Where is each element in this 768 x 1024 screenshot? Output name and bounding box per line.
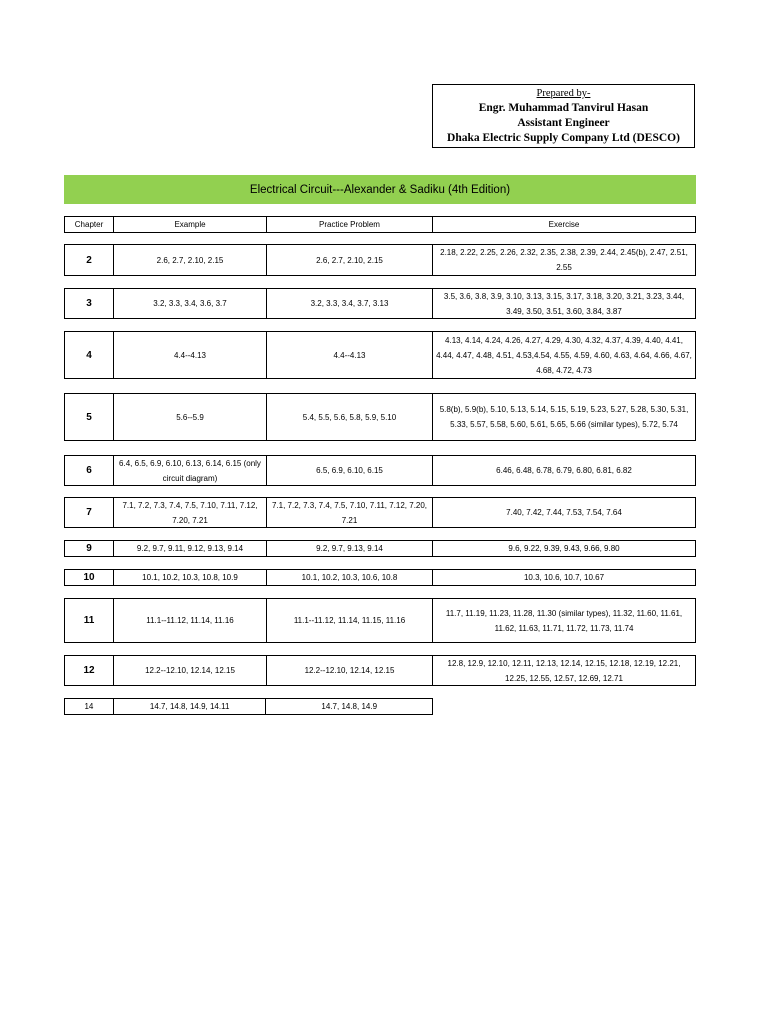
example-cell: 2.6, 2.7, 2.10, 2.15 [114,245,267,275]
exercise-cell: 10.3, 10.6, 10.7, 10.67 [523,573,605,582]
example-cell: 6.4, 6.5, 6.9, 6.10, 6.13, 6.14, 6.15 (only circuit diagram) [114,456,267,485]
exercise-cell: 3.5, 3.6, 3.8, 3.9, 3.10, 3.13, 3.15, 3.17, 3.18, 3.20, 3.21, 3.23, 3.44, 3.49, 3.50, 3.51, 3.60, 3.84, 3.87 [443,291,685,316]
table-row [64,288,696,319]
header-chapter: Chapter [65,217,114,232]
table-header [64,216,696,233]
example-cell: 12.2--12.10, 12.14, 12.15 [114,656,267,685]
table-row [64,540,696,557]
table-row [64,598,696,643]
prepared-by-label: Prepared by- [536,88,591,99]
practice-cell: 5.4, 5.5, 5.6, 5.8, 5.9, 5.10 [267,394,433,440]
exercise-cell: 9.6, 9.22, 9.39, 9.43, 9.66, 9.80 [508,544,620,553]
example-cell: 10.1, 10.2, 10.3, 10.8, 10.9 [114,570,267,585]
practice-cell: 9.2, 9.7, 9.13, 9.14 [267,541,433,556]
table-row [64,244,696,276]
table-row [64,497,696,528]
practice-cell: 3.2, 3.3, 3.4, 3.7, 3.13 [267,289,433,318]
table-row [64,698,433,715]
exercise-cell: 2.18, 2.22, 2.25, 2.26, 2.32, 2.35, 2.38, 2.39, 2.44, 2.45(b), 2.47, 2.51, 2.55 [440,248,688,272]
chapter-cell: 7 [65,498,114,527]
example-cell: 9.2, 9.7, 9.11, 9.12, 9.13, 9.14 [114,541,267,556]
chapter-cell: 12 [65,656,114,685]
exercise-cell: 5.8(b), 5.9(b), 5.10, 5.13, 5.14, 5.15, 5.19, 5.23, 5.27, 5.28, 5.30, 5.31, 5.33, 5.57, 5.58, 5.60, 5.61, 5.65, 5.66 (similar types), 5.72, 5.74 [439,405,689,429]
practice-cell: 4.4--4.13 [267,332,433,378]
chapter-cell: 10 [65,570,114,585]
chapter-cell: 3 [65,289,114,318]
example-cell: 3.2, 3.3, 3.4, 3.6, 3.7 [114,289,267,318]
author-role: Assistant Engineer [517,117,610,129]
practice-cell: 14.7, 14.8, 14.9 [321,702,378,711]
chapter-cell: 5 [65,394,114,440]
practice-cell: 7.1, 7.2, 7.3, 7.4, 7.5, 7.10, 7.11, 7.12, 7.20, 7.21 [267,498,433,527]
table-row [64,655,696,686]
example-cell: 5.6--5.9 [114,394,267,440]
prepared-by-box [432,84,695,148]
chapter-cell: 4 [65,332,114,378]
document-title: Electrical Circuit---Alexander & Sadiku (4th Edition) [64,175,696,204]
exercise-cell: 11.7, 11.19, 11.23, 11.28, 11.30 (similar types), 11.32, 11.60, 11.61, 11.62, 11.63, 11.71, 11.72, 11.73, 11.74 [445,608,683,633]
example-cell: 7.1, 7.2, 7.3, 7.4, 7.5, 7.10, 7.11, 7.12, 7.20, 7.21 [114,498,267,527]
table-row [64,331,696,379]
exercise-cell: 6.46, 6.48, 6.78, 6.79, 6.80, 6.81, 6.82 [496,466,632,475]
chapter-cell: 11 [65,599,114,642]
exercise-cell: 7.40, 7.42, 7.44, 7.53, 7.54, 7.64 [506,508,622,517]
header-practice: Practice Problem [267,217,433,232]
exercise-cell: 12.8, 12.9, 12.10, 12.11, 12.13, 12.14, 12.15, 12.18, 12.19, 12.21, 12.25, 12.55, 12.57, 12.69, 12.71 [447,658,681,683]
table-row [64,455,696,486]
author-name: Engr. Muhammad Tanvirul Hasan [478,102,649,114]
chapter-cell: 6 [65,456,114,485]
practice-cell: 2.6, 2.7, 2.10, 2.15 [267,245,433,275]
practice-cell: 10.1, 10.2, 10.3, 10.6, 10.8 [267,570,433,585]
example-cell: 14.7, 14.8, 14.9, 14.11 [114,699,267,714]
example-cell: 11.1--11.12, 11.14, 11.16 [114,599,267,642]
practice-cell: 6.5, 6.9, 6.10, 6.15 [267,456,433,485]
chapter-cell: 9 [65,541,114,556]
table-row [64,569,696,586]
chapter-cell: 2 [65,245,114,275]
example-cell: 4.4--4.13 [114,332,267,378]
practice-cell: 12.2--12.10, 12.14, 12.15 [267,656,433,685]
chapter-cell: 14 [65,699,114,714]
author-organization: Dhaka Electric Supply Company Ltd (DESCO) [447,132,680,144]
exercise-cell: 4.13, 4.14, 4.24, 4.26, 4.27, 4.29, 4.30, 4.32, 4.37, 4.39, 4.40, 4.41, 4.44, 4.47, 4.48, 4.51, 4.53,4.54, 4.55, 4.59, 4.60, 4.63, 4.64, 4.66, 4.67, 4.68, 4.72, 4.73 [436,335,692,375]
table-row [64,393,696,441]
header-example: Example [114,217,267,232]
practice-cell: 11.1--11.12, 11.14, 11.15, 11.16 [267,599,433,642]
header-exercise: Exercise [548,220,580,229]
